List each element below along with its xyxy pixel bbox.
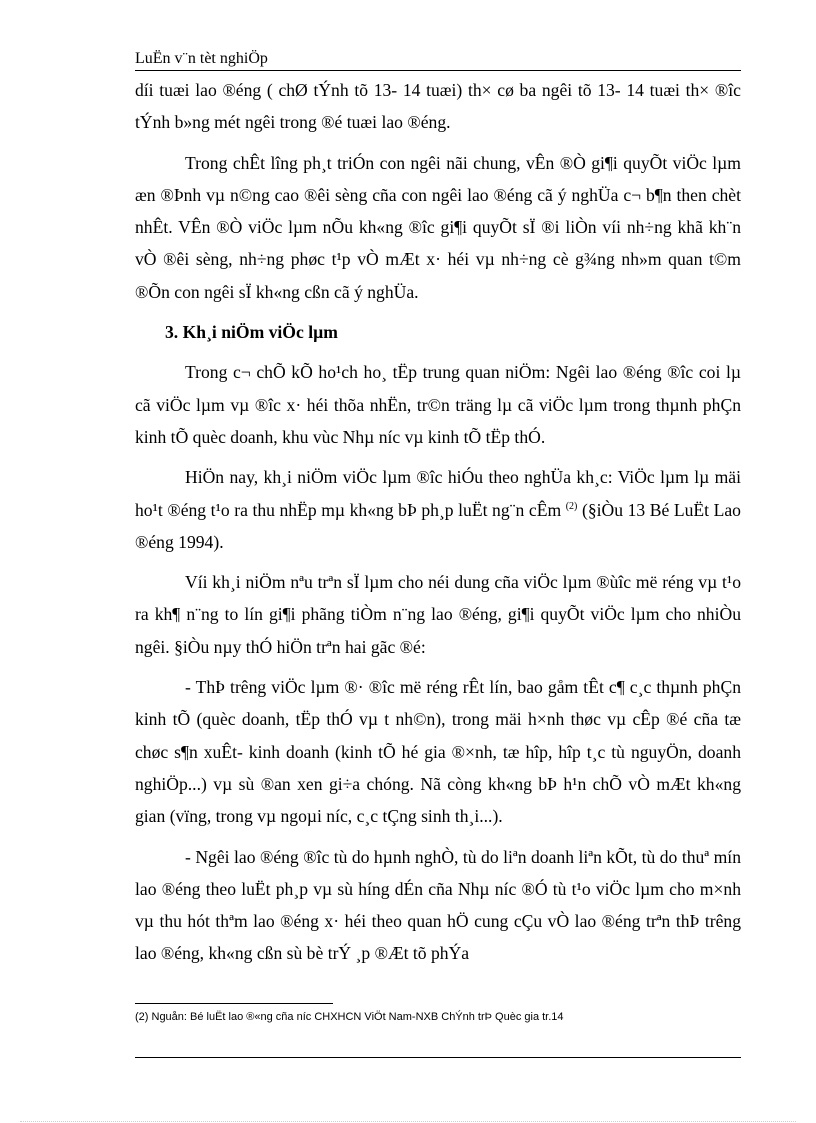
paragraph-with-citation <box>135 461 741 558</box>
footnote: (2) Nguån: Bé luËt lao ®«ng cña níc CHXHCN ViÖt Nam-NXB ChÝnh trÞ Quèc gia tr.14 <box>135 1011 564 1023</box>
citation-text: (§iÒu 13 Bé LuËt Lao ®éng 1994). <box>135 499 741 552</box>
footnote-separator <box>135 1003 333 1004</box>
document-body <box>135 74 741 970</box>
paragraph: Trong c¬ chÕ kÕ ho¹ch ho¸ tËp trung quan niÖm: Ngêi lao ®éng ®îc coi lµ cã viÖc lµm vµ ®îc x· héi thõa nhËn, tr©n träng lµ cã viÖc lµm trong thµnh phÇn kinh tÕ quèc doanh, khu vùc Nhµ níc vµ kinh tÕ tËp thÓ. <box>135 362 741 447</box>
page-header: LuËn v¨n tèt nghiÖp <box>135 50 268 67</box>
paragraph: Trong chÊt lîng ph¸t triÓn con ngêi nãi chung, vÊn ®Ò gi¶i quyÕt viÖc lµm æn ®Þnh vµ n©ng cao ®êi sèng cña con ngêi lao ®éng cã ý nghÜa c¬ b¶n then chèt nhÊt. VÊn ®Ò viÖc lµm nÕu kh«ng ®îc gi¶i quyÕt sÏ ®i liÒn víi nh÷ng khã kh¨n vÒ ®êi sèng, nh÷ng phøc t¹p vÒ mÆt x· héi vµ nh÷ng cè g¾ng nh»m quan t©m ®Õn con ngêi sÏ kh«ng cßn cã ý nghÜa. <box>135 152 741 302</box>
bullet-paragraph: - Ngêi lao ®éng ®îc tù do hµnh nghÒ, tù do liªn doanh liªn kÕt, tù do thuª mín lao ®éng theo luËt ph¸p vµ sù híng dÉn cña Nhµ níc ®Ó tù t¹o viÖc lµm cho m×nh vµ thu hót thªm lao ®éng x· héi theo quan hÖ cung cÇu vÒ lao ®éng trªn thÞ trêng lao ®éng, kh«ng cßn sù bè trÝ ¸p ®Æt tõ phÝa <box>135 846 741 964</box>
page-edge <box>20 1121 796 1122</box>
paragraph-continuation: díi tuæi lao ®éng ( chØ tÝnh tõ 13- 14 tuæi) th× cø ba ngêi tõ 13- 14 tuæi th× ®îc tÝnh b»ng mét ngêi trong ®é tuæi lao ®éng. <box>135 80 741 133</box>
footer-divider <box>135 1057 741 1058</box>
header-divider <box>135 70 741 71</box>
footnote-reference: (2) <box>565 500 578 512</box>
section-heading: 3. Kh¸i niÖm viÖc lµm <box>165 322 338 343</box>
paragraph: Víi kh¸i niÖm nªu trªn sÏ lµm cho néi dung cña viÖc lµm ®ùîc më réng vµ t¹o ra kh¶ n¨ng to lín gi¶i phãng tiÒm n¨ng lao ®éng, gi¶i quyÕt viÖc lµm cho nhiÒu ngêi. §iÒu nµy thÓ hiÖn trªn hai gãc ®é: <box>135 572 741 657</box>
bullet-paragraph: - ThÞ trêng viÖc lµm ®· ®îc më réng rÊt lín, bao gåm tÊt c¶ c¸c thµnh phÇn kinh tÕ (quèc doanh, tËp thÓ vµ t nh©n), trong mäi h×nh thøc vµ cÊp ®é cña tæ chøc s¶n xuÊt- kinh doanh (kinh tÕ hé gia ®×nh, tæ hîp, hîp t¸c tù nguyÖn, doanh nghiÖp...) vµ sù ®an xen gi÷a chóng. Nã còng kh«ng bÞ h¹n chÕ vÒ mÆt kh«ng gian (vïng, trong vµ ngoµi níc, c¸c tÇng sinh th¸i...). <box>135 677 741 827</box>
paragraph-text: HiÖn nay, kh¸i niÖm viÖc lµm ®îc hiÓu theo nghÜa kh¸c: ViÖc lµm lµ mäi ho¹t ®éng t¹o ra thu nhËp mµ kh«ng bÞ ph¸p luËt ng¨n cÊm <box>135 467 741 520</box>
